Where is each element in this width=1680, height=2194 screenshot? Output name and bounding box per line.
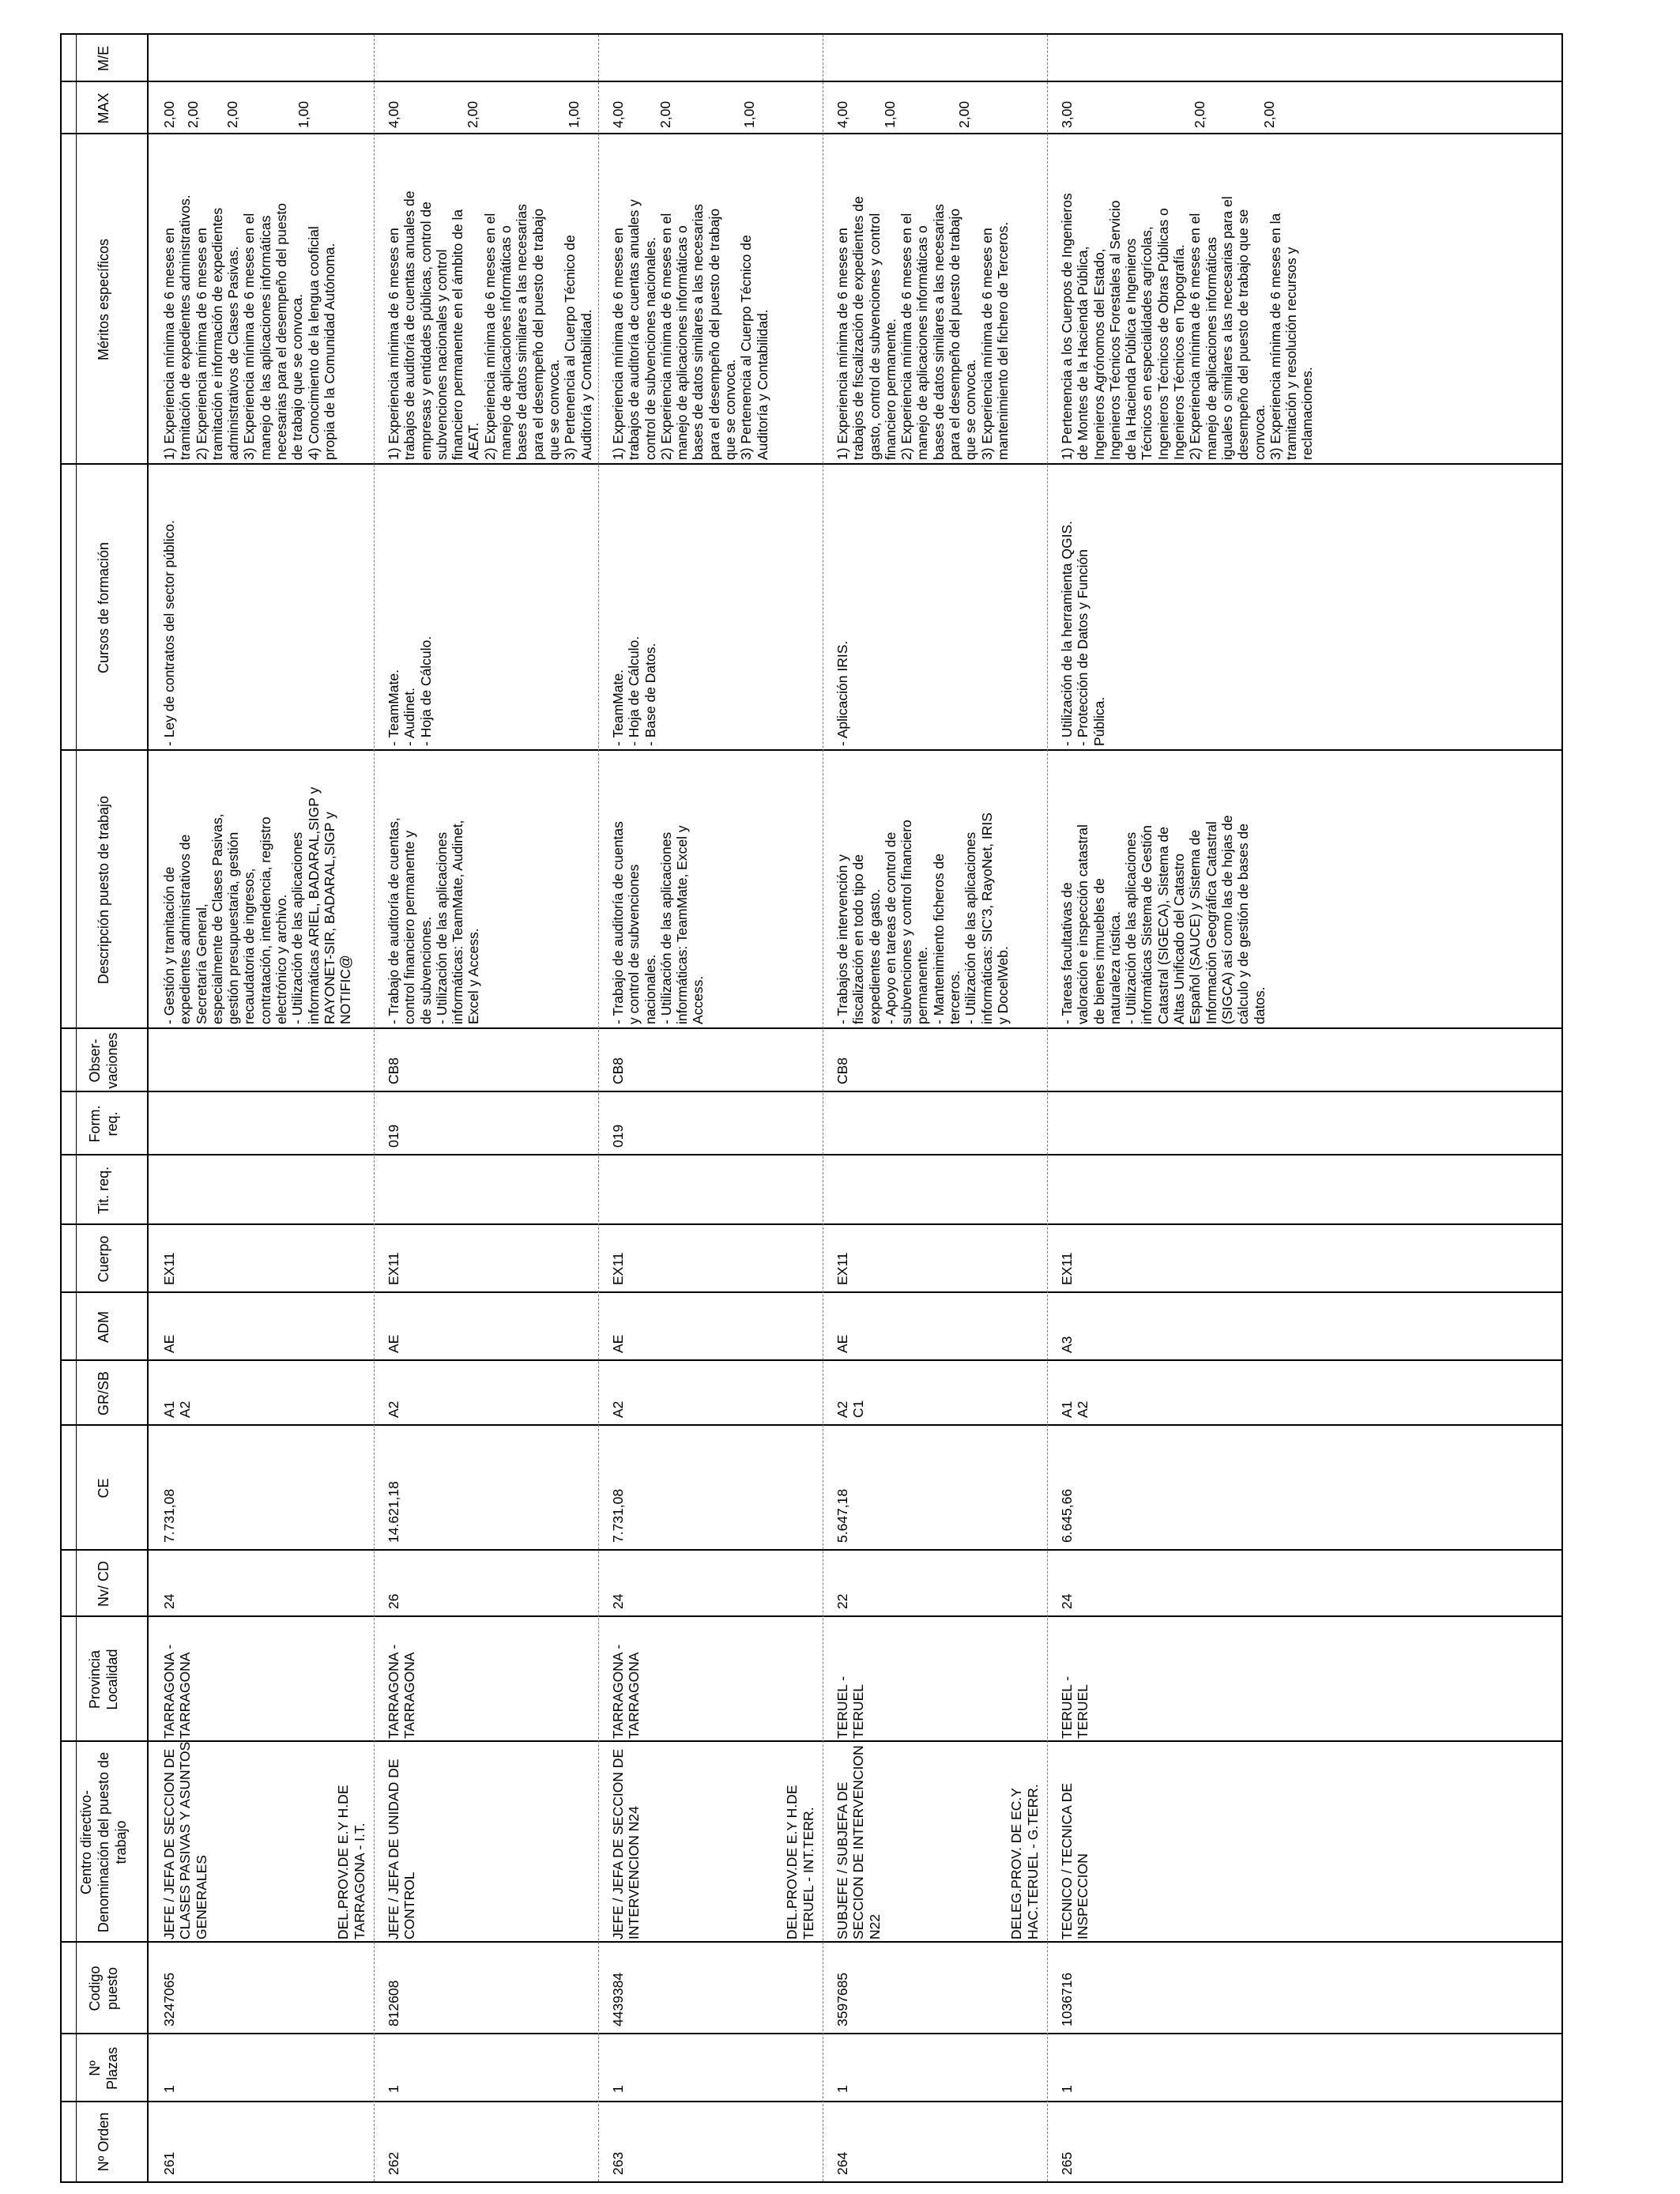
- max-cell: [1048, 85, 1277, 133]
- descripcion-cell: - Trabajo de auditoría de cuentas y control de subvenciones nacionales. - Utilización de las aplicaciones informáticas: TeamMate, Excel y Access.: [610, 821, 706, 1024]
- meritos-cell: 1) Pertenencia a los Cuerpos de Ingenieros de Montes de la Hacienda Pública, Ingenieros Agrónomos del Estado, Ingenieros Técnicos Forestales al Servicio de la Hacienda Pública e Ingenieros Técnicos en especialidades agrícolas, Ingenieros Técnicos de Obras Públicas o Ingenieros Técnicos en Topografía. 2) Experiencia mínima de 6 meses en el manejo de aplicaciones informáticas iguales o similares a las necesarias para el desempeño del puesto de trabajo que se convoca. 3) Experiencia mínima de 6 meses en la tramitación y resolución recursos y reclamaciones.: [1059, 193, 1316, 460]
- descripcion-cell: - Gestión y tramitación de expedientes administrativos de Secretaría General, especialmente de Clases Pasivas, gestión presupuestaria, gestión recaudatoria de ingresos, contratación, intendencia, registro electrónico y archivo. - Utilización de las aplicaciones informáticas ARIEL, BADARAL,SIGP y RAYONET-SIR, BADARAL,SIGP y NOTIFIC@: [161, 786, 354, 1024]
- max-value: 2,00: [956, 100, 972, 128]
- max-cell: [375, 85, 599, 133]
- codigo-cell: 3247065: [161, 1972, 177, 2026]
- max-value: 2,00: [185, 100, 201, 128]
- table-row: [375, 35, 599, 2181]
- max-value: 2,00: [465, 100, 480, 128]
- header-grsb: GR/SB: [62, 1361, 149, 1426]
- orden-cell: 261: [161, 2151, 177, 2175]
- orden-cell: 265: [1059, 2151, 1075, 2175]
- nivel-cell: 24: [161, 1593, 177, 1609]
- centro-directivo: DELEG.PROV. DE EC.Y HAC.TERUEL - G.TERR.: [1008, 1784, 1041, 1940]
- provincia-cell: TARRAGONA - TARRAGONA: [161, 1644, 194, 1739]
- ce-cell: 5.647,18: [834, 1488, 850, 1543]
- header-cursos: Cursos de formación: [62, 465, 149, 751]
- orden-cell: 264: [834, 2151, 850, 2175]
- adm-cell: AE: [386, 1334, 401, 1353]
- plazas-cell: 1: [161, 2085, 177, 2093]
- positions-table: [60, 33, 1563, 2183]
- nivel-cell: 22: [834, 1593, 850, 1609]
- header-provincia: Provincia Localidad: [62, 1617, 149, 1742]
- grsb-cell: A1 A2: [161, 1400, 194, 1418]
- adm-cell: A3: [1059, 1336, 1075, 1353]
- cursos-cell: - Ley de contratos del sector público.: [161, 520, 177, 746]
- adm-cell: AE: [834, 1334, 850, 1353]
- cuerpo-cell: EX11: [161, 1252, 177, 1285]
- header-plazas: Nº Plazas: [62, 2034, 149, 2102]
- header-cuerpo: Cuerpo: [62, 1225, 149, 1293]
- header-ce: CE: [62, 1426, 149, 1551]
- meritos-cell: 1) Experiencia mínima de 6 meses en tramitación de expedientes administrativos. 2) Experiencia mínima de 6 meses en tramitación e información de expedientes administrativos de Clases Pasivas. 3) Experiencia mínima de 6 meses en el manejo de las aplicaciones informáticas necesarias para el desempeño del puesto de trabajo que se convoca. 4) Conocimiento de la lengua cooficial propia de la Comunidad Autónoma.: [161, 194, 337, 460]
- header-meritos: Méritos específicos: [62, 134, 149, 465]
- plazas-cell: 1: [386, 2085, 401, 2093]
- provincia-cell: TARRAGONA - TARRAGONA: [386, 1644, 418, 1739]
- cuerpo-cell: EX11: [610, 1252, 626, 1285]
- max-cell: [599, 85, 823, 133]
- max-cell: [823, 85, 1048, 133]
- header-obs: Obser- vaciones: [62, 1029, 149, 1092]
- max-value: 3,00: [1059, 100, 1075, 128]
- obs-cell: CB8: [834, 1057, 850, 1084]
- plazas-cell: 1: [1059, 2085, 1075, 2093]
- grsb-cell: A2: [386, 1400, 401, 1418]
- max-value: 4,00: [834, 100, 850, 128]
- centro-cell: JEFE / JEFA DE SECCION DE INTERVENCION N24: [610, 1748, 642, 1940]
- obs-cell: CB8: [610, 1057, 626, 1084]
- table-row: [599, 35, 823, 2181]
- codigo-cell: 4439384: [610, 1972, 626, 2026]
- max-value: 2,00: [161, 100, 177, 128]
- form-cell: 019: [386, 1124, 401, 1148]
- meritos-cell: 1) Experiencia mínima de 6 meses en trabajos de fiscalización de expedientes de gasto, control de subvenciones y control financiero permanente. 2) Experiencia mínima de 6 meses en el manejo de aplicaciones informáticas o bases de datos similares a las necesarias para el desempeño del puesto de trabajo que se convoca. 3) Experiencia mínima de 6 meses en mantenimiento del fichero de Terceros.: [834, 196, 1011, 460]
- codigo-cell: 1036716: [1059, 1972, 1075, 2026]
- ce-cell: 7.731,08: [610, 1488, 626, 1543]
- cursos-cell: - TeamMate. - Audinet. - Hoja de Cálculo.: [386, 635, 434, 746]
- max-value: 2,00: [224, 100, 240, 128]
- header-adm: ADM: [62, 1293, 149, 1361]
- header-codigo: Codigo puesto: [62, 1943, 149, 2034]
- ce-cell: 14.621,18: [386, 1481, 401, 1543]
- plazas-cell: 1: [610, 2085, 626, 2093]
- table-row: [1048, 35, 1561, 2181]
- max-value: 2,00: [1192, 100, 1207, 128]
- codigo-cell: 3597685: [834, 1972, 850, 2026]
- grsb-cell: A2 C1: [834, 1400, 867, 1418]
- orden-cell: 262: [386, 2151, 401, 2175]
- ce-cell: 6.645,66: [1059, 1488, 1075, 1543]
- meritos-cell: 1) Experiencia mínima de 6 meses en trabajos de auditoría de cuentas anuales de empresas y entidades públicas, control de subvenciones nacionales y control financiero permanente en el ámbito de la AEAT. 2) Experiencia mínima de 6 meses en el manejo de aplicaciones informáticas o bases de datos similares a las necesarias para el desempeño del puesto de trabajo que se convoca. 3) Pertenencia al Cuerpo Técnico de Auditoría y Contabilidad.: [386, 190, 594, 460]
- adm-cell: AE: [610, 1334, 626, 1353]
- nivel-cell: 26: [386, 1593, 401, 1609]
- provincia-cell: TERUEL - TERUEL: [1059, 1676, 1091, 1739]
- descripcion-cell: - Trabajo de auditoría de cuentas, control financiero permanente y de subvenciones. - Utilización de las aplicaciones informáticas: TeamMate, Audinet, Excel y Access.: [386, 817, 482, 1024]
- plazas-cell: 1: [834, 2085, 850, 2093]
- orden-cell: 263: [610, 2151, 626, 2175]
- adm-cell: AE: [161, 1334, 177, 1353]
- max-value: 2,00: [657, 100, 673, 128]
- max-value: 1,00: [566, 100, 582, 128]
- grsb-cell: A1 A2: [1059, 1400, 1091, 1418]
- provincia-cell: TERUEL - TERUEL: [834, 1676, 867, 1739]
- table-row: [823, 35, 1048, 2181]
- max-cell: [150, 85, 375, 133]
- table-row: [150, 35, 375, 2181]
- centro-cell: JEFE / JEFA DE UNIDAD DE CONTROL: [386, 1759, 418, 1940]
- cursos-cell: - Aplicación IRIS.: [834, 640, 850, 746]
- header-max: MAX: [62, 82, 149, 134]
- centro-directivo: DEL.PROV.DE E.Y H.DE TERUEL - INT.TERR.: [784, 1785, 816, 1940]
- grsb-cell: A2: [610, 1400, 626, 1418]
- header-me: M/E: [62, 35, 149, 82]
- header-orden: Nº Orden: [62, 2102, 149, 2181]
- descripcion-cell: - Trabajos de intervención y fiscalización en todo tipo de expedientes de gasto. - Apoyo en tareas de control de subvenciones y control financiero permanente. - Mantenimiento ficheros de terceros. - Utilización de las aplicaciones informáticas: SIC'3, RayoNet, IRIS y DocelWeb.: [834, 812, 1011, 1024]
- cuerpo-cell: EX11: [1059, 1252, 1075, 1285]
- max-value: 1,00: [882, 100, 898, 128]
- centro-directivo: DEL.PROV.DE E.Y H.DE TARRAGONA - I.T.: [335, 1785, 367, 1940]
- max-value: 4,00: [386, 100, 401, 128]
- cursos-cell: - Utilización de la herramienta QGIS. - Protección de Datos y Función Pública.: [1059, 521, 1107, 746]
- centro-cell: TECNICO / TECNICA DE INSPECCION: [1059, 1782, 1091, 1940]
- cuerpo-cell: EX11: [386, 1252, 401, 1285]
- header-descripcion: Descripción puesto de trabajo: [62, 751, 149, 1029]
- form-cell: 019: [610, 1124, 626, 1148]
- meritos-cell: 1) Experiencia mínima de 6 meses en trabajos de auditoría de cuentas anuales y control de subvenciones nacionales. 2) Experiencia mínima de 6 meses en el manejo de aplicaciones informáticas o bases de datos similares a las necesarias para el desempeño del puesto de trabajo que se convoca. 3) Pertenencia al Cuerpo Técnico de Auditoría y Contabilidad.: [610, 199, 770, 460]
- header-form: Form. req.: [62, 1092, 149, 1155]
- cuerpo-cell: EX11: [834, 1252, 850, 1285]
- centro-cell: JEFE / JEFA DE SECCION DE CLASES PASIVAS Y ASUNTOS GENERALES: [161, 1741, 209, 1940]
- header-centro: Centro directivo- Denominación del puesto de trabajo: [62, 1742, 149, 1943]
- header-nivel: Nv/ CD: [62, 1551, 149, 1617]
- header-tit: Tit. req.: [62, 1155, 149, 1225]
- nivel-cell: 24: [610, 1593, 626, 1609]
- provincia-cell: TARRAGONA - TARRAGONA: [610, 1644, 642, 1739]
- obs-cell: CB8: [386, 1057, 401, 1084]
- centro-cell: SUBJEFE / SUBJEFA DE SECCION DE INTERVENCION N22: [834, 1745, 883, 1940]
- max-value: 4,00: [610, 100, 626, 128]
- max-value: 1,00: [741, 100, 757, 128]
- max-value: 1,00: [296, 100, 311, 128]
- codigo-cell: 812608: [386, 1980, 401, 2026]
- cursos-cell: - TeamMate. - Hoja de Cálculo. - Base de Datos.: [610, 635, 658, 746]
- descripcion-cell: - Tareas facultativas de valoración e inspección catastral de bienes inmuebles de naturaleza rústica. - Utilización de las aplicaciones informáticas Sistema de Gestión Catastral (SIGECA), Sistema de Altas Unificado del Catastro Español (SAUCE) y Sistema de Información Geográfica Catastral (SIGCA) así como las de hojas de cálculo y de gestión de bases de datos.: [1059, 815, 1268, 1024]
- nivel-cell: 24: [1059, 1593, 1075, 1609]
- max-value: 2,00: [1261, 100, 1277, 128]
- ce-cell: 7.731,08: [161, 1488, 177, 1543]
